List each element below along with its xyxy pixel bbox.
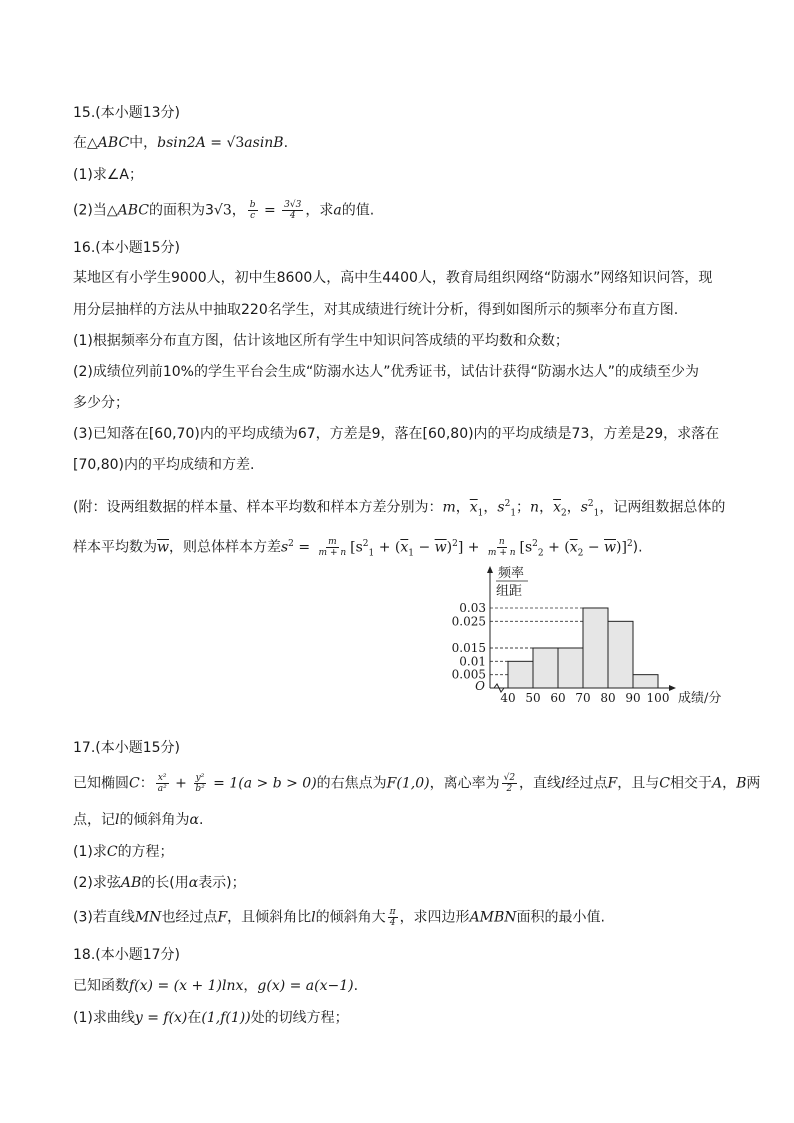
math: ] +	[457, 539, 484, 556]
triangle-symbol: △	[87, 135, 98, 151]
fraction	[282, 200, 303, 221]
q17-header: 17.(本小题15分)	[73, 740, 181, 756]
x-tick-label: 40	[500, 691, 516, 705]
math: f(x) = (x + 1)lnx	[129, 978, 244, 994]
text: 已知函数	[73, 978, 129, 994]
superscript: 2	[587, 499, 594, 509]
math: $\overline{x}$	[569, 539, 578, 556]
math: =	[259, 202, 281, 219]
math: asinB	[244, 135, 284, 151]
math: C	[659, 775, 670, 792]
math: F	[607, 775, 618, 792]
math: a	[333, 202, 342, 219]
numerator: x²	[157, 773, 167, 783]
text: ，	[483, 499, 498, 516]
text: ，则总体样本方差	[168, 539, 281, 556]
math: bsin2A =	[157, 135, 227, 151]
text: ).	[632, 539, 643, 556]
q16-stem-line2: 用分层抽样的方法从中抽取220名学生，对其成绩进行统计分析，得到如图所示的频率分布直方图.	[73, 302, 679, 318]
math: ABC	[117, 202, 149, 219]
histogram-bar	[633, 675, 658, 688]
y-axis-label-denominator: 组距	[496, 584, 523, 599]
superscript: 2	[532, 539, 538, 549]
q15-part2	[73, 200, 374, 221]
denominator: b²	[195, 784, 205, 794]
y-tick-label: 0.005	[451, 667, 486, 682]
subscript: 1	[477, 508, 484, 519]
math: n	[530, 499, 540, 516]
math: $\overline{w}$	[434, 539, 447, 556]
text: 的面积为3	[149, 202, 214, 219]
math: −	[414, 539, 435, 556]
math: s	[280, 539, 289, 556]
text: ，离心率为	[429, 775, 500, 792]
math: $\overline{x}$	[553, 499, 561, 516]
denominator: a²	[157, 784, 167, 794]
x-tick-label: 50	[525, 691, 541, 705]
q17-part1	[73, 842, 174, 862]
text: ，	[722, 775, 737, 792]
fraction	[317, 537, 349, 558]
math: m	[442, 499, 456, 516]
math: $\overline{x}$	[469, 499, 478, 516]
q16-part3-line2: [70,80)内的平均成绩和方差.	[73, 457, 255, 473]
text: ，记两组数据总体的	[599, 499, 726, 516]
text: 表示)；	[198, 875, 246, 891]
q16-note-line1	[73, 494, 725, 523]
subscript: 2	[577, 548, 584, 559]
math: s	[497, 499, 505, 516]
text: (2)当	[73, 202, 107, 219]
x-tick-label: 90	[625, 691, 641, 705]
q17-part2	[73, 873, 246, 893]
text: ，且与	[617, 775, 660, 792]
text: 在	[73, 135, 87, 151]
superscript: 2	[288, 539, 294, 549]
text: ，求四边形	[399, 909, 470, 926]
subscript: 1	[368, 548, 375, 559]
math: ABC	[97, 135, 130, 151]
q15-statement	[73, 133, 288, 153]
denominator: m + n	[318, 548, 347, 559]
math: + (	[374, 539, 401, 556]
q18-header: 18.(本小题17分)	[73, 947, 181, 963]
math: +	[170, 775, 192, 792]
text: ，	[243, 978, 258, 994]
origin-label: O	[475, 679, 485, 693]
text: 面积的最小值.	[516, 909, 605, 926]
q18-stem	[73, 976, 358, 996]
text: ，直线	[519, 775, 562, 792]
fraction	[486, 537, 518, 558]
math: g(x) = a(x−1)	[257, 978, 354, 994]
text: 的倾斜角为	[119, 812, 190, 828]
numerator: √2	[503, 773, 516, 783]
superscript: 2	[626, 539, 633, 549]
math: F(1,0)	[386, 775, 430, 792]
math: $\overline{w}$	[604, 539, 616, 556]
math: −	[583, 539, 605, 556]
math: (1,f(1))	[201, 1010, 251, 1026]
math: l	[115, 812, 120, 828]
math: A	[711, 775, 723, 792]
math: C	[129, 775, 140, 792]
y-axis-arrow	[487, 566, 493, 573]
text: 在	[187, 1010, 202, 1026]
q16-part3-line1: (3)已知落在[60,70)内的平均成绩为67，方差是9，落在[60,80)内的平均成绩是73，方差是29，求落在	[73, 426, 720, 442]
text: .	[353, 978, 359, 994]
numerator: 3√3	[284, 200, 302, 210]
text: .	[283, 135, 289, 151]
math: [s	[519, 539, 533, 556]
numerator: π	[389, 907, 396, 917]
histogram-bar	[533, 648, 558, 688]
sqrt: √3	[226, 135, 245, 151]
x-axis-arrow	[669, 685, 676, 691]
denominator: m + n	[487, 548, 516, 559]
text: (2)求弦	[73, 875, 121, 891]
math: α	[188, 875, 199, 891]
q16-part1: (1)根据频率分布直方图，估计该地区所有学生中知识问答成绩的平均数和众数；	[73, 333, 569, 349]
math: F	[217, 909, 228, 926]
denominator: c	[250, 211, 256, 221]
superscript: 2	[362, 539, 369, 549]
numerator: y²	[195, 773, 205, 783]
math: AMBN	[469, 909, 517, 926]
math: s	[580, 499, 588, 516]
text: 样本平均数为	[73, 539, 157, 556]
math: C	[106, 844, 118, 860]
math: AB	[120, 875, 142, 891]
histogram-bar	[508, 661, 533, 688]
text: (3)若直线	[73, 909, 135, 926]
superscript: 2	[504, 499, 511, 509]
numerator: m	[328, 537, 337, 548]
text: 的右焦点为	[316, 775, 387, 792]
text: 两	[746, 775, 761, 792]
x-axis-label: 成绩/分	[678, 691, 722, 706]
x-tick-label: 70	[575, 691, 591, 705]
q15-header: 15.(本小题13分)	[73, 105, 181, 121]
text: 也经过点	[161, 909, 218, 926]
math: B	[736, 775, 747, 792]
fraction	[502, 773, 517, 794]
subscript: 2	[560, 508, 567, 519]
superscript: 2	[452, 539, 458, 549]
text: 的长(用	[141, 875, 189, 891]
text: ，	[231, 202, 246, 219]
denominator: 4	[289, 211, 296, 221]
fraction	[156, 773, 169, 794]
q18-part1	[73, 1008, 349, 1028]
math: l	[311, 909, 316, 926]
text: 经过点	[565, 775, 608, 792]
y-tick-label: 0.03	[459, 600, 486, 615]
x-tick-label: 60	[550, 691, 566, 705]
numerator: b	[249, 200, 256, 210]
math: y = f(x)	[134, 1010, 188, 1026]
q16-stem-line1: 某地区有小学生9000人，初中生8600人，高中生4400人，教育局组织网络“防溺水”网络知识问答，现	[73, 270, 713, 286]
subscript: 1	[510, 508, 517, 519]
math: =	[293, 539, 315, 556]
text: (1)求	[73, 844, 107, 860]
fraction	[248, 200, 258, 221]
math: α	[189, 812, 199, 828]
text: (1)求曲线	[73, 1010, 135, 1026]
numerator: n	[498, 537, 505, 548]
subscript: 1	[593, 508, 600, 519]
q17-part3	[73, 907, 605, 928]
q17-stem-line2	[73, 810, 203, 830]
y-axis-label-numerator: 频率	[498, 566, 525, 581]
fraction	[388, 907, 398, 928]
text: (附：设两组数据的样本量、样本平均数和样本方差分别为：	[73, 499, 443, 516]
q16-part2-line1: (2)成绩位列前10%的学生平台会生成“防溺水达人”优秀证书，试估计获得“防溺水达人”的成绩至少为	[73, 364, 699, 380]
text: ，	[539, 499, 554, 516]
histogram-bar	[583, 608, 608, 688]
text: 已知椭圆	[73, 775, 129, 792]
math: )	[446, 539, 453, 556]
denominator: 4	[389, 918, 396, 928]
math: MN	[134, 909, 162, 926]
text: ，	[566, 499, 581, 516]
math: l	[561, 775, 566, 792]
math: = 1(a > b > 0)	[208, 775, 317, 792]
math: )]	[616, 539, 627, 556]
text: ，求	[305, 202, 334, 219]
subscript: 1	[408, 548, 414, 559]
triangle-symbol: △	[106, 202, 118, 219]
text: 中，	[129, 135, 158, 151]
q17-stem-line1	[73, 773, 760, 794]
text: 处的切线方程；	[250, 1010, 349, 1026]
sqrt: √3	[213, 202, 232, 219]
y-tick-label: 0.01	[459, 654, 486, 669]
text: ；	[516, 499, 531, 516]
text: ，且倾斜角比	[227, 909, 312, 926]
x-tick-label: 100	[646, 691, 670, 705]
y-tick-label: 0.015	[451, 640, 486, 655]
q15-part1: (1)求∠A；	[73, 167, 143, 183]
y-tick-label: 0.025	[451, 614, 486, 629]
math: [s	[350, 539, 363, 556]
x-tick-label: 80	[600, 691, 616, 705]
histogram-bar	[608, 621, 633, 688]
fraction	[193, 773, 206, 794]
q16-part2-line2: 多少分；	[73, 395, 129, 411]
subscript: 2	[537, 548, 544, 559]
q16-header: 16.(本小题15分)	[73, 240, 181, 256]
q16-note-line2	[73, 534, 643, 563]
text: .	[198, 812, 204, 828]
math: + (	[543, 539, 570, 556]
text: ，	[455, 499, 470, 516]
text: 的值.	[341, 202, 375, 219]
frequency-histogram	[450, 562, 730, 708]
math: $\overline{x}$	[400, 539, 409, 556]
text: 点，记	[73, 812, 115, 828]
math: $\overline{w}$	[157, 539, 169, 556]
text: 相交于	[669, 775, 712, 792]
text: 的方程；	[117, 844, 174, 860]
text: 的倾斜角大	[315, 909, 386, 926]
histogram-bar	[558, 648, 583, 688]
denominator: 2	[506, 784, 513, 794]
text: ：	[139, 775, 154, 792]
